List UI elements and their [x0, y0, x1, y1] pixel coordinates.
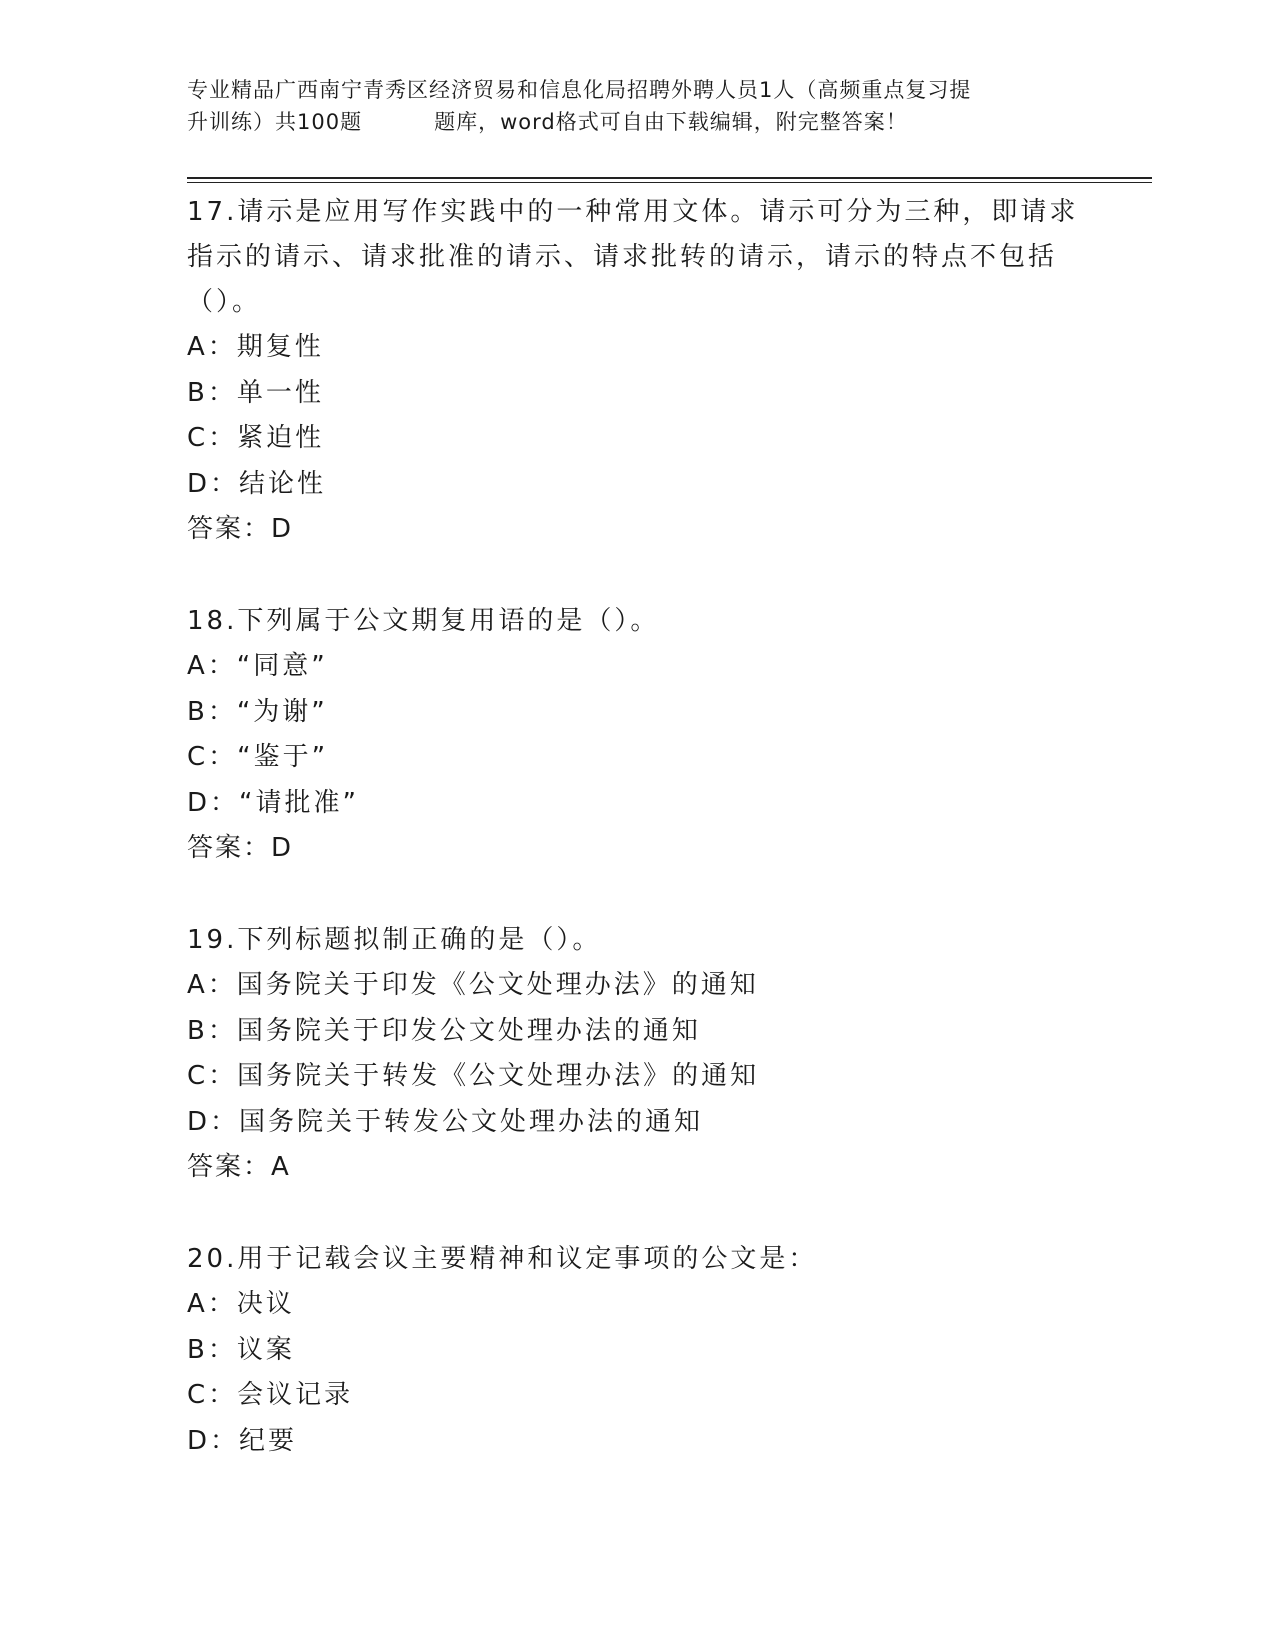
option-d: D：纪要: [187, 1425, 298, 1456]
header-line-2-part-a: 升训练）共100题: [187, 110, 363, 134]
option-c: C：紧迫性: [187, 423, 325, 453]
option-d: D：“请批准”: [187, 787, 359, 818]
option-c: C：“鉴于”: [187, 742, 329, 772]
question-list: [187, 190, 1087, 1464]
question-stem-line: 17.请示是应用写作实践中的一种常用文体。请示可分为三种，即请求: [187, 197, 1079, 227]
option-d: D：结论性: [187, 468, 327, 499]
option-b: B：议案: [187, 1334, 295, 1365]
option-b: B：“为谢”: [187, 696, 328, 727]
header-line-1: 专业精品广西南宁青秀区经济贸易和信息化局招聘外聘人员1人（高频重点复习提: [187, 78, 972, 102]
option-c: C：国务院关于转发《公文处理办法》的通知: [187, 1061, 760, 1091]
question-stem-line: 18.下列属于公文期复用语的是（）。: [187, 606, 660, 636]
question-stem-line: 指示的请示、请求批准的请示、请求批转的请示，请示的特点不包括: [187, 242, 1058, 272]
answer: 答案：D: [187, 514, 294, 544]
question-stem-line: 19.下列标题拟制正确的是（）。: [187, 925, 602, 955]
document-header: [187, 74, 1087, 138]
header-line-2: [187, 106, 1087, 138]
option-b: B：国务院关于印发公文处理办法的通知: [187, 1015, 701, 1046]
option-a: A：决议: [187, 1289, 295, 1319]
answer: 答案：A: [187, 1152, 291, 1182]
option-d: D：国务院关于转发公文处理办法的通知: [187, 1106, 704, 1137]
question-stem-line: （）。: [187, 287, 262, 317]
question-18: [187, 599, 1087, 871]
answer: 答案：D: [187, 833, 294, 863]
option-a: A：期复性: [187, 332, 324, 362]
option-b: B：单一性: [187, 377, 324, 408]
header-divider-thick: [187, 177, 1152, 179]
option-a: A：国务院关于印发《公文处理办法》的通知: [187, 970, 759, 1000]
question-17: [187, 190, 1087, 552]
question-19: [187, 918, 1087, 1190]
option-c: C：会议记录: [187, 1380, 354, 1410]
question-20: [187, 1237, 1087, 1464]
header-line-2-part-b: 题库，word格式可自由下载编辑，附完整答案！: [434, 110, 908, 134]
question-stem-line: 20.用于记载会议主要精神和议定事项的公文是：: [187, 1244, 818, 1274]
option-a: A：“同意”: [187, 651, 328, 681]
header-divider-thin: [187, 182, 1152, 183]
